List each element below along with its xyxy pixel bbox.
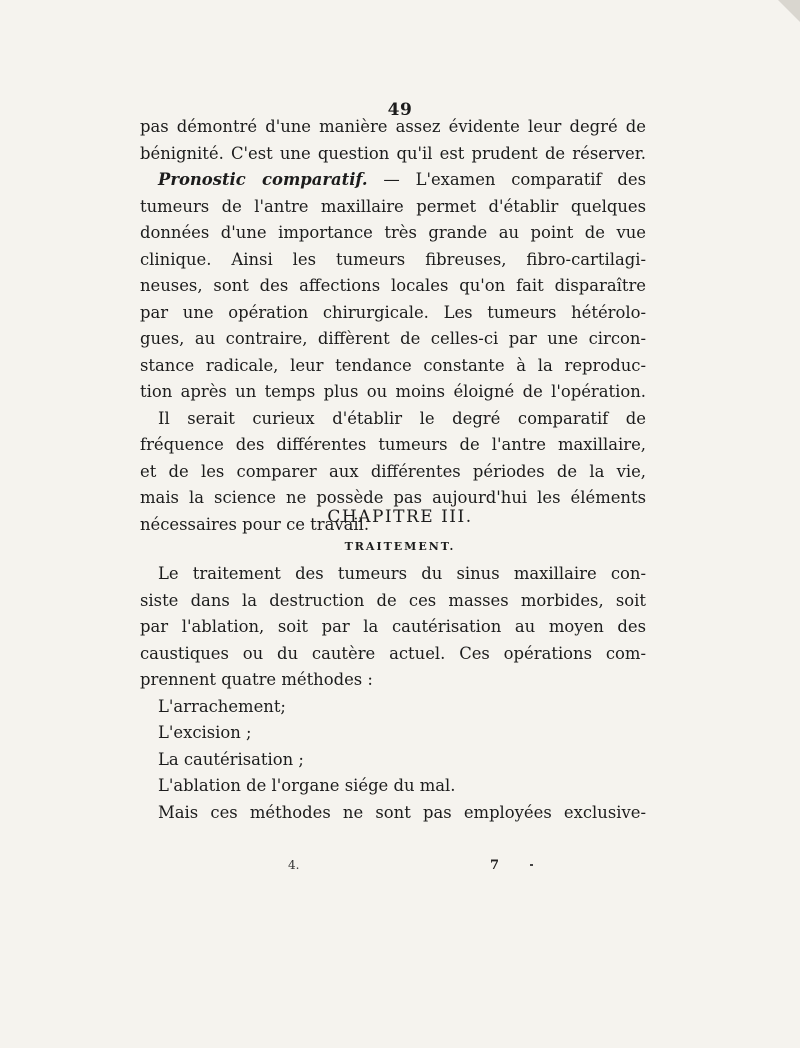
page-corner: [778, 0, 800, 22]
text-line: tion après un temps plus ou moins éloigné de l'opération.: [140, 382, 646, 401]
inline-heading: Pronostic comparatif.: [158, 170, 368, 189]
section-title: TRAITEMENT.: [344, 540, 456, 553]
text-line: siste dans la destruction de ces masses morbides, soit: [140, 590, 646, 610]
text-line: prennent quatre méthodes :: [140, 670, 373, 689]
signature-mark-right: 7: [490, 858, 500, 873]
signature-marks: [0, 858, 800, 872]
text-line: Il serait curieux d'établir le degré comparatif de: [158, 408, 646, 428]
text-line: gues, au contraire, diffèrent de celles-ci par une circon-: [140, 329, 646, 348]
text-line: par l'ablation, soit par la cautérisation au moyen des: [140, 617, 646, 636]
page-number: 49: [387, 100, 413, 120]
text-line: par une opération chirurgicale. Les tumeurs hétérolo-: [140, 302, 646, 322]
text-line: mais la science ne possède pas aujourd'hui les éléments: [140, 488, 646, 507]
text-line-with-heading: [140, 167, 646, 194]
signature-mark-left: 4.: [288, 858, 300, 872]
text-line: neuses, sont des affections locales qu'on fait disparaître: [140, 276, 646, 295]
paragraph-treatment: [140, 561, 646, 826]
text-line: clinique. Ainsi les tumeurs fibreuses, fibro-cartilagi-: [140, 249, 646, 269]
text-line: données d'une importance très grande au point de vue: [140, 223, 646, 242]
text-line-continuation: — L'examen comparatif des: [383, 170, 646, 189]
text-line: stance radicale, leur tendance constante à la reproduc-: [140, 355, 646, 375]
text-line: caustiques ou du cautère actuel. Ces opérations com-: [140, 643, 646, 663]
list-item: L'excision ;: [158, 723, 252, 742]
list-item: L'arrachement;: [158, 696, 286, 716]
text-line: et de les comparer aux différentes périodes de la vie,: [140, 461, 646, 481]
chapter-title: CHAPITRE III.: [327, 507, 473, 527]
text-line: nécessaires pour ce travail.: [140, 514, 370, 534]
paragraph-prognosis: [140, 114, 646, 538]
text-line: Le traitement des tumeurs du sinus maxillaire con-: [158, 564, 646, 583]
text-line: Mais ces méthodes ne sont pas employées exclusive-: [158, 802, 646, 822]
text-line: fréquence des différentes tumeurs de l'antre maxillaire,: [140, 435, 646, 454]
list-item: L'ablation de l'organe siége du mal.: [158, 776, 456, 795]
text-line: tumeurs de l'antre maxillaire permet d'établir quelques: [140, 196, 646, 216]
ink-dot: [530, 864, 533, 866]
list-item: La cautérisation ;: [158, 749, 304, 769]
text-line: bénignité. C'est une question qu'il est prudent de réserver.: [140, 143, 646, 163]
text-line: pas démontré d'une manière assez évidente leur degré de: [140, 117, 646, 136]
